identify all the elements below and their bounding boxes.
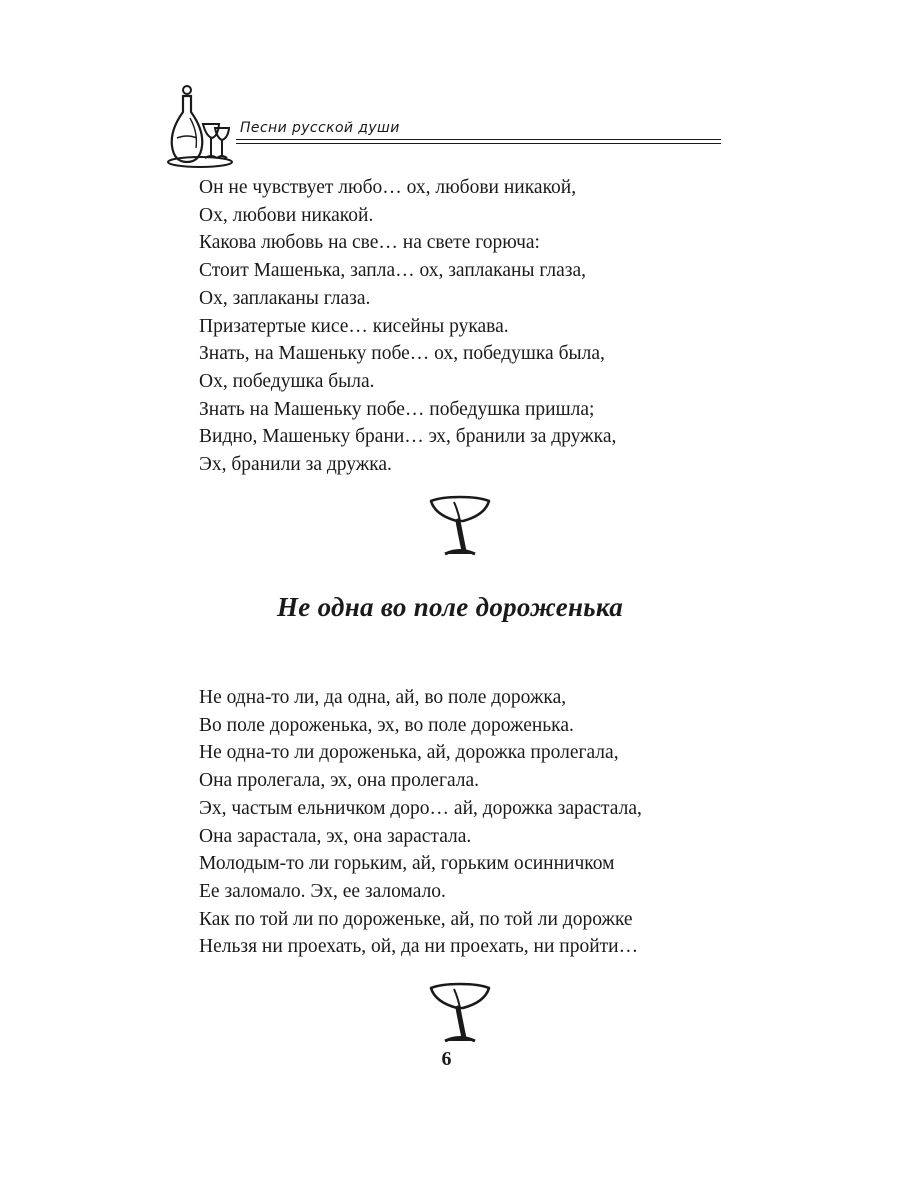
verse-line: Нельзя ни проехать, ой, да ни проехать, ни пройти… — [199, 936, 639, 958]
page-number: 6 — [441, 1048, 452, 1070]
verse-line: Ох, заплаканы глаза. — [199, 287, 371, 309]
verse-line: Знать, на Машеньку побе… ох, победушка была, — [199, 343, 605, 365]
verse-line: Не одна-то ли дороженька, ай, дорожка пролегала, — [199, 742, 619, 764]
goblet-icon — [427, 980, 493, 1046]
verse-line: Ох, победушка была. — [199, 370, 375, 392]
decanter-and-glasses-icon — [160, 82, 240, 174]
verse-line: Она пролегала, эх, она пролегала. — [199, 770, 480, 792]
song-title: Не одна во поле дороженька — [276, 592, 624, 622]
verse-line: Молодым-то ли горьким, ай, горьким осинничком — [199, 853, 615, 875]
running-header — [160, 82, 725, 174]
verse-line: Как по той ли по дороженьке, ай, по той ли дорожке — [199, 908, 633, 930]
verse-line: Она зарастала, эх, она зарастала. — [199, 825, 472, 847]
verse-line: Ее заломало. Эх, ее заломало. — [199, 880, 446, 902]
header-rule — [236, 143, 721, 144]
song-stanza — [199, 684, 739, 961]
verse-line: Эх, частым ельничком доро… ай, дорожка зарастала, — [199, 797, 642, 819]
header-rule — [236, 139, 721, 140]
verse-line: Ох, любови никакой. — [199, 204, 374, 226]
running-header-title: Песни русской души — [240, 120, 400, 136]
stanza-continued — [199, 174, 739, 479]
verse-line: Знать на Машеньку побе… победушка пришла; — [199, 398, 595, 420]
verse-line: Призатертые кисе… кисейны рукава. — [199, 315, 509, 337]
verse-line: Эх, бранили за дружка. — [199, 454, 392, 476]
goblet-icon — [427, 493, 493, 559]
verse-line: Он не чувствует любо… ох, любови никакой, — [199, 177, 577, 198]
verse-line: Не одна-то ли, да одна, ай, во поле дорожка, — [199, 687, 567, 708]
verse-line: Видно, Машеньку брани… эх, бранили за дружка, — [199, 426, 617, 448]
verse-line: Какова любовь на све… на свете горюча: — [199, 232, 540, 254]
verse-line: Во поле дороженька, эх, во поле дороженька. — [199, 714, 574, 736]
verse-line: Стоит Машенька, запла… ох, заплаканы глаза, — [199, 260, 587, 282]
